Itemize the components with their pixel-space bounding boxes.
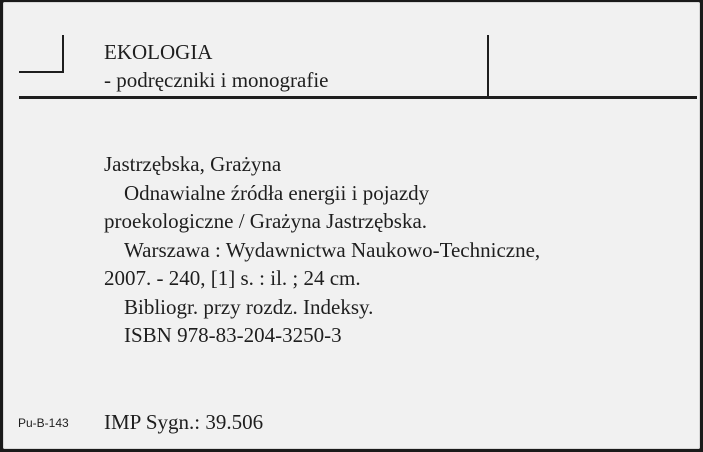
catalog-card	[3, 2, 700, 449]
header-horizontal-rule	[19, 96, 697, 99]
subject-subdivision: - podręczniki i monografie	[104, 68, 329, 92]
imprint-line-1: Warszawa : Wydawnictwa Naukowo-Techniczne,	[124, 237, 541, 262]
note-line: Bibliogr. przy rozdz. Indeksy.	[124, 294, 374, 319]
subject-main: EKOLOGIA	[104, 40, 213, 64]
title-line-2: proekologiczne / Grażyna Jastrzębska.	[104, 209, 428, 233]
bibliographic-record	[104, 150, 540, 350]
subject-heading	[104, 38, 329, 94]
header-vertical-rule	[487, 35, 489, 97]
card-id: Pu-B-143	[18, 416, 69, 430]
title-line-1: Odnawialne źródła energii i pojazdy	[124, 180, 430, 205]
call-number: IMP Sygn.: 39.506	[104, 410, 264, 434]
corner-bracket-mark	[19, 35, 64, 73]
author-line: Jastrzębska, Grażyna	[104, 152, 282, 176]
imprint-line-2: 2007. - 240, [1] s. : il. ; 24 cm.	[104, 266, 361, 290]
isbn-line: ISBN 978-83-204-3250-3	[124, 323, 342, 347]
